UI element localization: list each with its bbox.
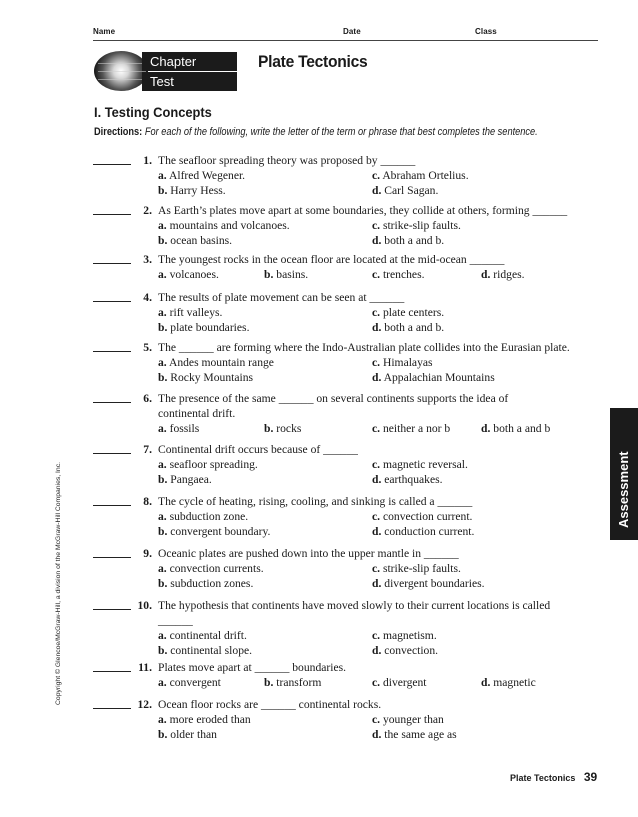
option-a: a. convection currents. [158,562,264,575]
option-d: d. divergent boundaries. [372,577,485,590]
option-d: d. earthquakes. [372,473,443,486]
option-b: b. Rocky Mountains [158,371,254,384]
name-label: Name [93,27,116,36]
option-d: d. both a and b [481,422,551,435]
option-d: d. both a and b. [372,321,445,334]
question-number: 9. [143,547,152,560]
question-stem: Oceanic plates are pushed down into the upper mantle in ______ [158,547,459,560]
option-c: c. trenches. [372,268,425,281]
option-c: c. convection current. [372,510,473,523]
option-b: b. basins. [264,268,309,281]
option-b: b. convergent boundary. [158,525,271,538]
option-c: c. magnetism. [372,629,437,642]
option-b: b. plate boundaries. [158,321,250,334]
question-stem: As Earth’s plates move apart at some boundaries, they collide at others, forming ______ [158,204,568,217]
option-a: a. convergent [158,676,221,689]
question-stem: The cycle of heating, rising, cooling, and sinking is called a ______ [158,495,473,508]
badge-chapter-label: Chapter [142,52,237,71]
option-b: b. older than [158,728,217,741]
option-c: c. strike-slip faults. [372,562,461,575]
page-number: 39 [583,770,598,784]
question-number: 3. [143,253,152,266]
question-stem: Ocean floor rocks are ______ continental rocks. [158,698,382,711]
directions [94,126,564,138]
student-info-header [93,26,598,41]
option-a: a. mountains and volcanoes. [158,219,290,232]
page-title: Plate Tectonics [258,52,368,71]
question-number: 5. [143,341,152,354]
option-a: a. fossils [158,422,200,435]
option-d: d. ridges. [481,268,525,281]
question-stem: Plates move apart at ______ boundaries. [158,661,347,674]
question-number: 12. [137,698,152,711]
question-number: 8. [143,495,152,508]
copyright-notice: Copyright © Glencoe/McGraw-Hill, a division of the McGraw-Hill Companies, Inc. [55,462,62,705]
option-b: b. continental slope. [158,644,253,657]
option-a: a. rift valleys. [158,306,223,319]
option-c: c. strike-slip faults. [372,219,461,232]
question-number: 7. [143,443,152,456]
option-b: b. Harry Hess. [158,184,226,197]
option-b: b. subduction zones. [158,577,254,590]
question-stem: The youngest rocks in the ocean floor are located at the mid-ocean ______ [158,253,505,266]
option-c: c. Himalayas [372,356,433,369]
question-number: 1. [143,154,152,167]
chapter-test-badge [94,50,244,92]
date-label: Date [343,27,361,36]
option-a: a. Andes mountain range [158,356,274,369]
option-a: a. more eroded than [158,713,251,726]
footer-chapter-title: Plate Tectonics [510,773,576,783]
option-d: d. conduction current. [372,525,475,538]
option-a: a. Alfred Wegener. [158,169,246,182]
question-number: 4. [143,291,152,304]
question-stem: The presence of the same ______ on several continents supports the idea of continental drift. [158,392,509,420]
badge-test-label: Test [142,72,237,91]
question-number: 6. [143,392,152,405]
option-b: b. Pangaea. [158,473,212,486]
option-a: a. seafloor spreading. [158,458,258,471]
option-d: d. convection. [372,644,439,657]
side-tab-label: Assessment [616,451,631,528]
option-b: b. transform [264,676,322,689]
question-number: 2. [143,204,152,217]
option-c: c. plate centers. [372,306,445,319]
option-c: c. magnetic reversal. [372,458,468,471]
question-stem: Continental drift occurs because of ______ [158,443,358,456]
option-a: a. subduction zone. [158,510,249,523]
option-b: b. rocks [264,422,302,435]
option-d: d. both a and b. [372,234,445,247]
question-number: 10. [137,599,152,612]
section-heading: I. Testing Concepts [94,104,212,120]
option-c: c. divergent [372,676,427,689]
assessment-side-tab [610,408,638,540]
question-stem: The ______ are forming where the Indo-Australian plate collides into the Eurasian plate. [158,341,570,354]
option-c: c. Abraham Ortelius. [372,169,469,182]
page-footer [510,770,597,784]
option-a: a. volcanoes. [158,268,219,281]
option-c: c. neither a nor b [372,422,451,435]
question-number: 11. [138,661,152,674]
directions-text: For each of the following, write the letter of the term or phrase that best completes the sentence. [144,126,538,138]
option-d: d. the same age as [372,728,457,741]
class-label: Class [475,27,497,36]
option-d: d. Appalachian Mountains [372,371,495,384]
option-d: d. Carl Sagan. [372,184,439,197]
directions-label: Directions: [94,126,143,138]
option-b: b. ocean basins. [158,234,233,247]
question-stem: The seafloor spreading theory was proposed by ______ [158,154,416,167]
option-c: c. younger than [372,713,444,726]
option-d: d. magnetic [481,676,536,689]
question-stem: The hypothesis that continents have moved slowly to their current locations is called ______ [158,599,551,627]
option-a: a. continental drift. [158,629,247,642]
question-stem: The results of plate movement can be seen at ______ [158,291,405,304]
